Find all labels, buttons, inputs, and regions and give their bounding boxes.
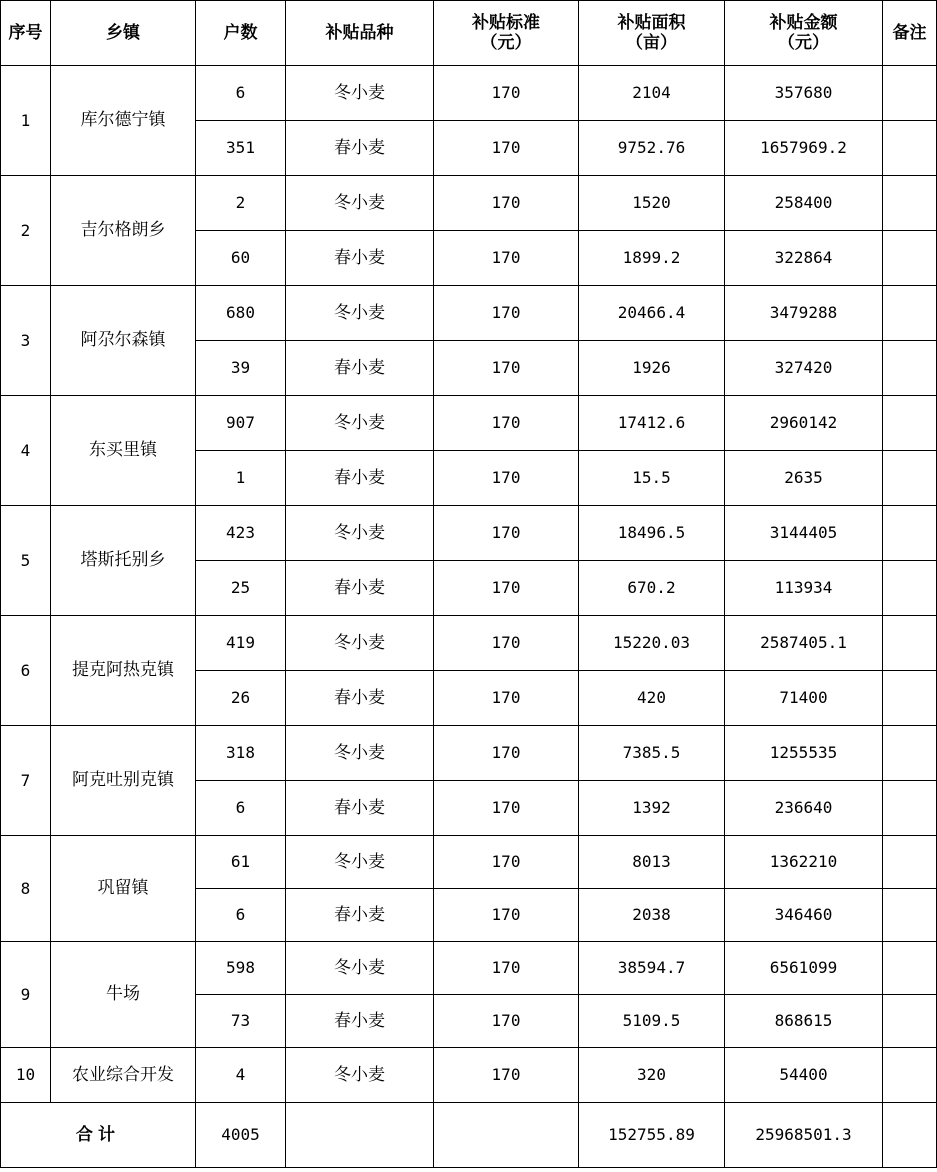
township-cell: 吉尔格朗乡 xyxy=(51,176,196,286)
area-cell: 18496.5 xyxy=(579,506,725,561)
amount-cell: 1362210 xyxy=(725,836,883,889)
township-cell: 提克阿热克镇 xyxy=(51,616,196,726)
variety-cell: 冬小麦 xyxy=(286,176,434,231)
seq-cell: 7 xyxy=(1,726,51,836)
township-cell: 牛场 xyxy=(51,942,196,1048)
total-amount: 25968501.3 xyxy=(725,1103,883,1168)
variety-cell: 冬小麦 xyxy=(286,836,434,889)
seq-cell: 9 xyxy=(1,942,51,1048)
households-cell: 907 xyxy=(196,396,286,451)
amount-cell: 6561099 xyxy=(725,942,883,995)
seq-cell: 8 xyxy=(1,836,51,942)
table-row xyxy=(1,1048,937,1103)
households-cell: 419 xyxy=(196,616,286,671)
variety-cell: 春小麦 xyxy=(286,889,434,942)
amount-cell: 3479288 xyxy=(725,286,883,341)
variety-cell: 春小麦 xyxy=(286,341,434,396)
remark-cell xyxy=(883,942,937,995)
standard-cell: 170 xyxy=(434,671,579,726)
variety-cell: 春小麦 xyxy=(286,995,434,1048)
remark-cell xyxy=(883,66,937,121)
remark-cell xyxy=(883,726,937,781)
remark-cell xyxy=(883,561,937,616)
variety-cell: 冬小麦 xyxy=(286,286,434,341)
standard-cell: 170 xyxy=(434,231,579,286)
standard-cell: 170 xyxy=(434,121,579,176)
seq-cell: 4 xyxy=(1,396,51,506)
seq-cell: 10 xyxy=(1,1048,51,1103)
seq-cell: 2 xyxy=(1,176,51,286)
table-row xyxy=(1,942,937,995)
header-area xyxy=(579,1,725,66)
variety-cell: 春小麦 xyxy=(286,781,434,836)
standard-cell: 170 xyxy=(434,451,579,506)
township-cell: 阿克吐别克镇 xyxy=(51,726,196,836)
amount-cell: 71400 xyxy=(725,671,883,726)
variety-cell: 冬小麦 xyxy=(286,726,434,781)
remark-cell xyxy=(883,231,937,286)
households-cell: 6 xyxy=(196,66,286,121)
variety-cell: 春小麦 xyxy=(286,121,434,176)
remark-cell xyxy=(883,176,937,231)
area-cell: 2104 xyxy=(579,66,725,121)
households-cell: 25 xyxy=(196,561,286,616)
amount-cell: 258400 xyxy=(725,176,883,231)
header-area-line2: （亩） xyxy=(626,33,677,53)
standard-cell: 170 xyxy=(434,726,579,781)
variety-cell: 春小麦 xyxy=(286,231,434,286)
header-standard-line2: （元） xyxy=(480,33,532,53)
area-cell: 2038 xyxy=(579,889,725,942)
header-amount xyxy=(725,1,883,66)
remark-cell xyxy=(883,616,937,671)
variety-cell: 冬小麦 xyxy=(286,506,434,561)
remark-cell xyxy=(883,396,937,451)
header-amount-line1: 补贴金额 xyxy=(769,12,838,33)
households-cell: 318 xyxy=(196,726,286,781)
total-variety-empty xyxy=(286,1103,434,1168)
standard-cell: 170 xyxy=(434,341,579,396)
area-cell: 38594.7 xyxy=(579,942,725,995)
standard-cell: 170 xyxy=(434,942,579,995)
township-cell: 塔斯托别乡 xyxy=(51,506,196,616)
total-row xyxy=(1,1103,937,1168)
township-cell: 东买里镇 xyxy=(51,396,196,506)
area-cell: 1899.2 xyxy=(579,231,725,286)
remark-cell xyxy=(883,671,937,726)
variety-cell: 冬小麦 xyxy=(286,616,434,671)
households-cell: 351 xyxy=(196,121,286,176)
households-cell: 6 xyxy=(196,781,286,836)
remark-cell xyxy=(883,451,937,506)
remark-cell xyxy=(883,836,937,889)
total-standard-empty xyxy=(434,1103,579,1168)
remark-cell xyxy=(883,889,937,942)
standard-cell: 170 xyxy=(434,561,579,616)
households-cell: 4 xyxy=(196,1048,286,1103)
standard-cell: 170 xyxy=(434,889,579,942)
remark-cell xyxy=(883,121,937,176)
variety-cell: 冬小麦 xyxy=(286,66,434,121)
area-cell: 17412.6 xyxy=(579,396,725,451)
standard-cell: 170 xyxy=(434,176,579,231)
header-standard-line1: 补贴标准 xyxy=(472,12,540,33)
table-row xyxy=(1,66,937,121)
amount-cell: 1657969.2 xyxy=(725,121,883,176)
standard-cell: 170 xyxy=(434,616,579,671)
remark-cell xyxy=(883,781,937,836)
households-cell: 680 xyxy=(196,286,286,341)
header-variety: 补贴品种 xyxy=(286,1,434,66)
amount-cell: 868615 xyxy=(725,995,883,1048)
total-area: 152755.89 xyxy=(579,1103,725,1168)
households-cell: 598 xyxy=(196,942,286,995)
variety-cell: 冬小麦 xyxy=(286,1048,434,1103)
header-township: 乡镇 xyxy=(51,1,196,66)
table-row xyxy=(1,726,937,781)
households-cell: 2 xyxy=(196,176,286,231)
households-cell: 26 xyxy=(196,671,286,726)
header-households: 户数 xyxy=(196,1,286,66)
table-row xyxy=(1,616,937,671)
households-cell: 61 xyxy=(196,836,286,889)
seq-cell: 6 xyxy=(1,616,51,726)
standard-cell: 170 xyxy=(434,995,579,1048)
header-amount-line2: （元） xyxy=(778,33,829,53)
township-cell: 巩留镇 xyxy=(51,836,196,942)
amount-cell: 357680 xyxy=(725,66,883,121)
households-cell: 1 xyxy=(196,451,286,506)
households-cell: 6 xyxy=(196,889,286,942)
variety-cell: 冬小麦 xyxy=(286,942,434,995)
area-cell: 15220.03 xyxy=(579,616,725,671)
township-cell: 农业综合开发 xyxy=(51,1048,196,1103)
area-cell: 8013 xyxy=(579,836,725,889)
area-cell: 1520 xyxy=(579,176,725,231)
standard-cell: 170 xyxy=(434,66,579,121)
amount-cell: 236640 xyxy=(725,781,883,836)
area-cell: 1926 xyxy=(579,341,725,396)
households-cell: 423 xyxy=(196,506,286,561)
variety-cell: 春小麦 xyxy=(286,671,434,726)
seq-cell: 3 xyxy=(1,286,51,396)
total-households: 4005 xyxy=(196,1103,286,1168)
area-cell: 420 xyxy=(579,671,725,726)
township-cell: 阿尕尔森镇 xyxy=(51,286,196,396)
amount-cell: 113934 xyxy=(725,561,883,616)
area-cell: 7385.5 xyxy=(579,726,725,781)
amount-cell: 346460 xyxy=(725,889,883,942)
standard-cell: 170 xyxy=(434,396,579,451)
households-cell: 60 xyxy=(196,231,286,286)
amount-cell: 2587405.1 xyxy=(725,616,883,671)
header-standard xyxy=(434,1,579,66)
households-cell: 73 xyxy=(196,995,286,1048)
area-cell: 15.5 xyxy=(579,451,725,506)
remark-cell xyxy=(883,995,937,1048)
variety-cell: 春小麦 xyxy=(286,561,434,616)
households-cell: 39 xyxy=(196,341,286,396)
header-remark: 备注 xyxy=(883,1,937,66)
variety-cell: 春小麦 xyxy=(286,451,434,506)
area-cell: 320 xyxy=(579,1048,725,1103)
remark-cell xyxy=(883,1048,937,1103)
amount-cell: 54400 xyxy=(725,1048,883,1103)
area-cell: 9752.76 xyxy=(579,121,725,176)
total-remark xyxy=(883,1103,937,1168)
standard-cell: 170 xyxy=(434,836,579,889)
area-cell: 20466.4 xyxy=(579,286,725,341)
table-row xyxy=(1,396,937,451)
township-cell: 库尔德宁镇 xyxy=(51,66,196,176)
amount-cell: 1255535 xyxy=(725,726,883,781)
area-cell: 5109.5 xyxy=(579,995,725,1048)
remark-cell xyxy=(883,341,937,396)
remark-cell xyxy=(883,286,937,341)
amount-cell: 3144405 xyxy=(725,506,883,561)
header-row xyxy=(1,1,937,66)
amount-cell: 2635 xyxy=(725,451,883,506)
area-cell: 670.2 xyxy=(579,561,725,616)
area-cell: 1392 xyxy=(579,781,725,836)
amount-cell: 322864 xyxy=(725,231,883,286)
standard-cell: 170 xyxy=(434,506,579,561)
table-row xyxy=(1,506,937,561)
standard-cell: 170 xyxy=(434,1048,579,1103)
table-body xyxy=(1,66,937,1103)
seq-cell: 5 xyxy=(1,506,51,616)
total-label: 合计 xyxy=(1,1103,196,1168)
amount-cell: 327420 xyxy=(725,341,883,396)
remark-cell xyxy=(883,506,937,561)
seq-cell: 1 xyxy=(1,66,51,176)
standard-cell: 170 xyxy=(434,781,579,836)
standard-cell: 170 xyxy=(434,286,579,341)
amount-cell: 2960142 xyxy=(725,396,883,451)
header-seq: 序号 xyxy=(1,1,51,66)
table-row xyxy=(1,836,937,889)
table-row xyxy=(1,286,937,341)
table-row xyxy=(1,176,937,231)
variety-cell: 冬小麦 xyxy=(286,396,434,451)
header-area-line1: 补贴面积 xyxy=(617,12,686,33)
